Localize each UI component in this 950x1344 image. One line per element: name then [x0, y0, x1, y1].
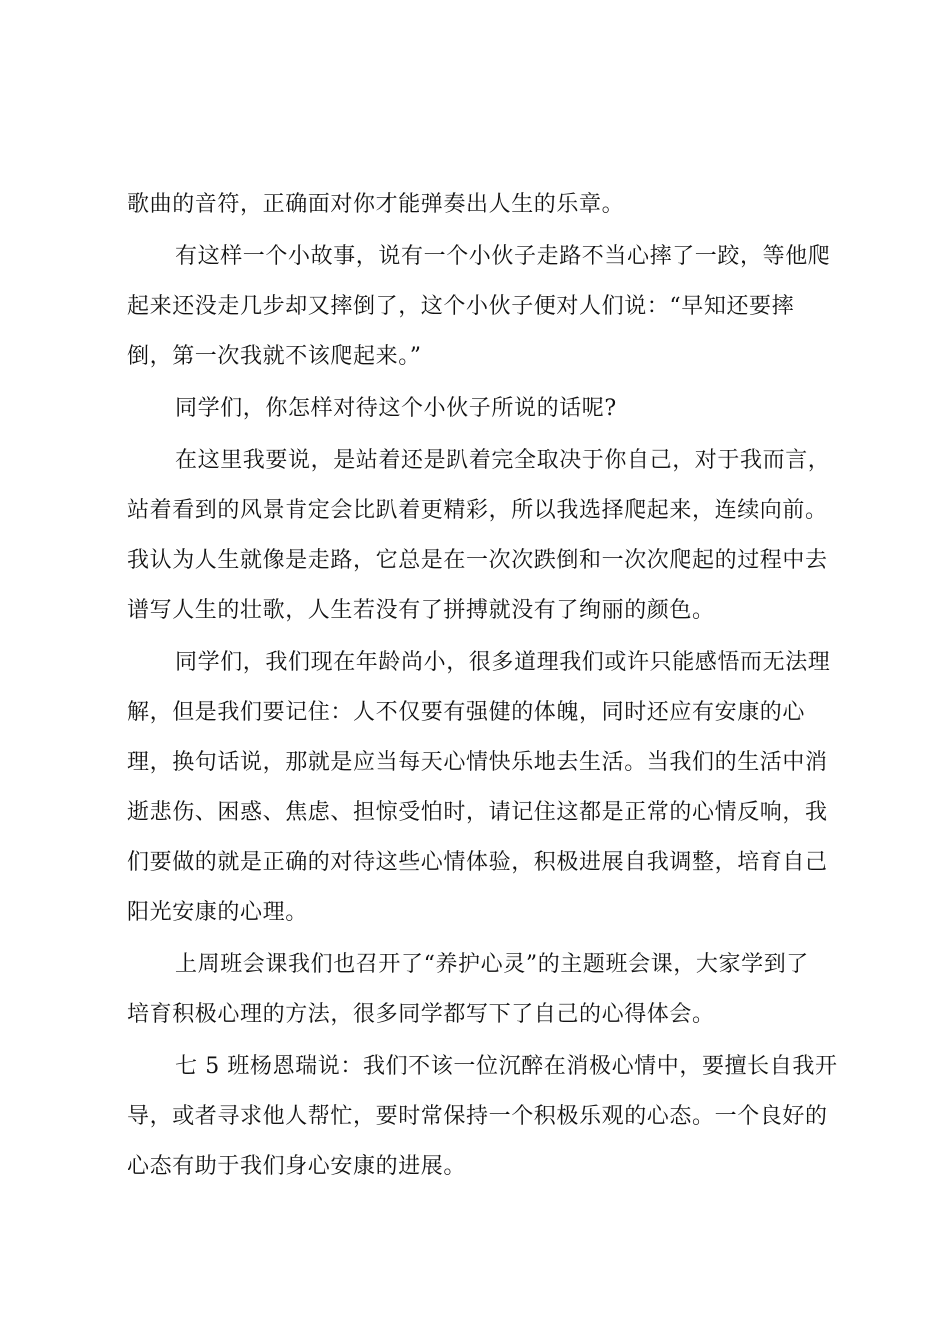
paragraph-first-line: 七 5 班杨恩瑞说：我们不该一位沉醉在消极心情中，要擅长自我开	[175, 1054, 838, 1079]
paragraph-first-line: 有这样一个小故事，说有一个小伙子走路不当心摔了一跤，等他爬	[175, 244, 831, 269]
text-line: 导，或者寻求他人帮忙，要时常保持一个积极乐观的心态。一个良好的	[127, 1104, 828, 1129]
text-line: 歌曲的音符，正确面对你才能弹奏出人生的乐章。	[127, 192, 625, 217]
text-line: 倒，第一次我就不该爬起来。”	[127, 344, 422, 369]
text-line: 我认为人生就像是走路，它总是在一次次跌倒和一次次爬起的过程中去	[127, 548, 828, 573]
text-line: 谱写人生的壮歌，人生若没有了拼搏就没有了绚丽的颜色。	[127, 598, 715, 623]
text-line: 理，换句话说，那就是应当每天心情快乐地去生活。当我们的生活中消	[127, 750, 828, 775]
text-line: 阳光安康的心理。	[127, 900, 308, 925]
text-line: 逝悲伤、困惑、焦虑、担惊受怕时，请记住这都是正常的心情反响，我	[127, 800, 828, 825]
text-line: 们要做的就是正确的对待这些心情体验，积极进展自我调整，培育自己	[127, 850, 828, 875]
text-line: 心态有助于我们身心安康的进展。	[127, 1154, 467, 1179]
text-line: 培育积极心理的方法，很多同学都写下了自己的心得体会。	[127, 1002, 715, 1027]
text-line: 解，但是我们要记住：人不仅要有强健的体魄，同时还应有安康的心	[127, 700, 806, 725]
paragraph-first-line: 同学们，你怎样对待这个小伙子所说的话呢?	[175, 396, 617, 421]
paragraph-first-line: 同学们，我们现在年龄尚小，很多道理我们或许只能感悟而无法理	[175, 650, 831, 675]
text-line: 起来还没走几步却又摔倒了，这个小伙子便对人们说：“早知还要摔	[127, 294, 795, 319]
paragraph-first-line: 上周班会课我们也召开了“养护心灵”的主题班会课，大家学到了	[175, 952, 809, 977]
text-line: 站着看到的风景肯定会比趴着更精彩，所以我选择爬起来，连续向前。	[127, 498, 828, 523]
paragraph-first-line: 在这里我要说，是站着还是趴着完全取决于你自己，对于我而言，	[175, 448, 831, 473]
